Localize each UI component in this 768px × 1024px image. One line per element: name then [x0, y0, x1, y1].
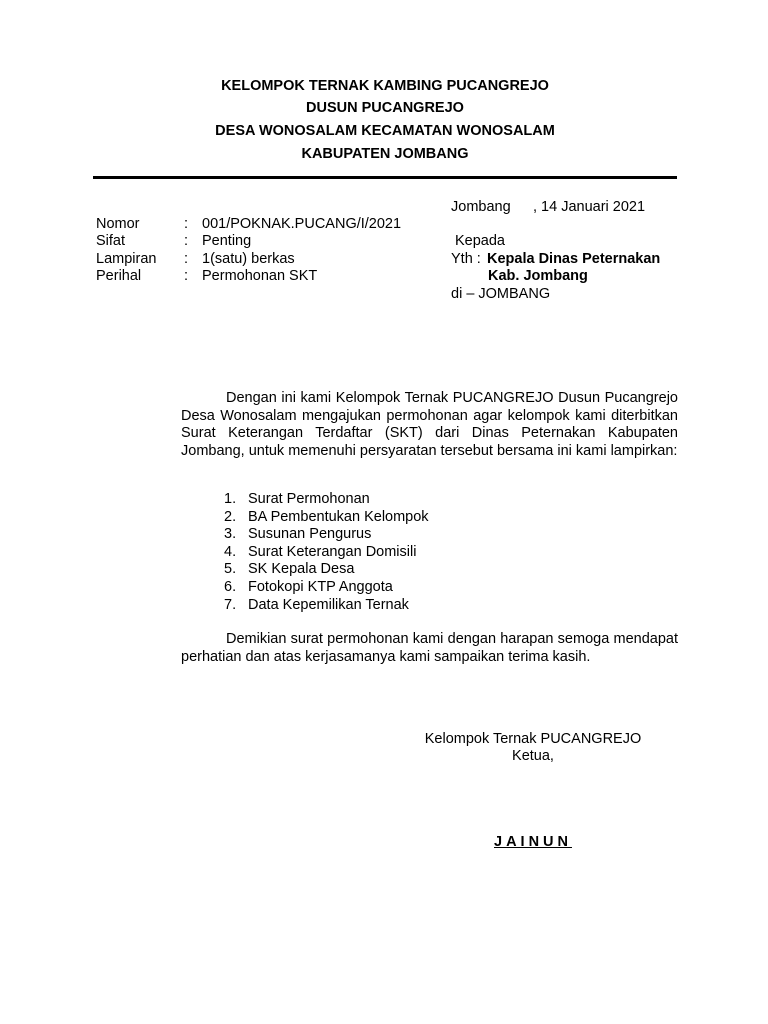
recipient-kepada: Kepada — [455, 233, 505, 249]
meta-label-nomor: Nomor — [96, 216, 140, 232]
meta-label-perihal: Perihal — [96, 268, 142, 284]
body-paragraph-text: Dengan ini kami Kelompok Ternak PUCANGREJO Dusun Pucangrejo Desa Wonosalam mengajukan permohonan agar kelompok kami diterbitkan Surat Keterangan Terdaftar (SKT) dari Dinas Peternakan Kabupaten Jombang, untuk memenuhi persyaratan tersebut bersama ini kami lampirkan: — [181, 390, 678, 459]
closing-paragraph — [181, 631, 678, 666]
meta-value-sifat: Penting — [202, 233, 252, 249]
list-item: 6. Fotokopi KTP Anggota — [224, 578, 393, 595]
letterhead-dusun: DUSUN PUCANGREJO — [306, 100, 464, 116]
closing-paragraph-text: Demikian surat permohonan kami dengan harapan semoga mendapat perhatian dan atas kerjasamanya kami sampaikan terima kasih. — [181, 631, 678, 665]
meta-label-lampiran: Lampiran — [96, 251, 157, 267]
meta-value-perihal: Permohonan SKT — [202, 268, 318, 284]
letterhead-divider — [93, 176, 677, 179]
meta-colon: : — [184, 251, 189, 267]
list-item: 5. SK Kepala Desa — [224, 561, 355, 578]
letterhead-kabupaten: KABUPATEN JOMBANG — [301, 146, 469, 162]
meta-colon: : — [184, 233, 189, 249]
recipient-name-line2: Kab. Jombang — [488, 268, 588, 284]
meta-colon: : — [184, 268, 189, 284]
letterhead-desa: DESA WONOSALAM KECAMATAN WONOSALAM — [215, 123, 555, 139]
signature-name: JAINUN — [494, 834, 572, 850]
list-item: 4. Surat Keterangan Domisili — [224, 543, 417, 560]
letterhead-group-name: KELOMPOK TERNAK KAMBING PUCANGREJO — [221, 78, 549, 94]
attachment-list — [224, 491, 429, 614]
list-item: 2. BA Pembentukan Kelompok — [224, 508, 429, 525]
signature-org: Kelompok Ternak PUCANGREJO — [424, 731, 642, 747]
list-item: 7. Data Kepemilikan Ternak — [224, 596, 409, 613]
meta-label-sifat: Sifat — [96, 233, 126, 249]
body-paragraph — [181, 390, 678, 460]
meta-value-nomor: 001/POKNAK.PUCANG/I/2021 — [202, 216, 402, 232]
letterhead — [93, 78, 677, 168]
recipient-location: di – JOMBANG — [451, 286, 551, 302]
recipient-yth: Yth : — [451, 251, 481, 267]
signature-role: Ketua, — [512, 748, 554, 764]
date-text: , 14 Januari 2021 — [533, 199, 646, 215]
date-place: Jombang — [451, 199, 511, 215]
list-item: 1. Surat Permohonan — [224, 491, 370, 507]
meta-colon: : — [184, 216, 189, 232]
meta-value-lampiran: 1(satu) berkas — [202, 251, 295, 267]
recipient-name: Kepala Dinas Peternakan — [487, 251, 661, 267]
list-item: 3. Susunan Pengurus — [224, 526, 372, 543]
